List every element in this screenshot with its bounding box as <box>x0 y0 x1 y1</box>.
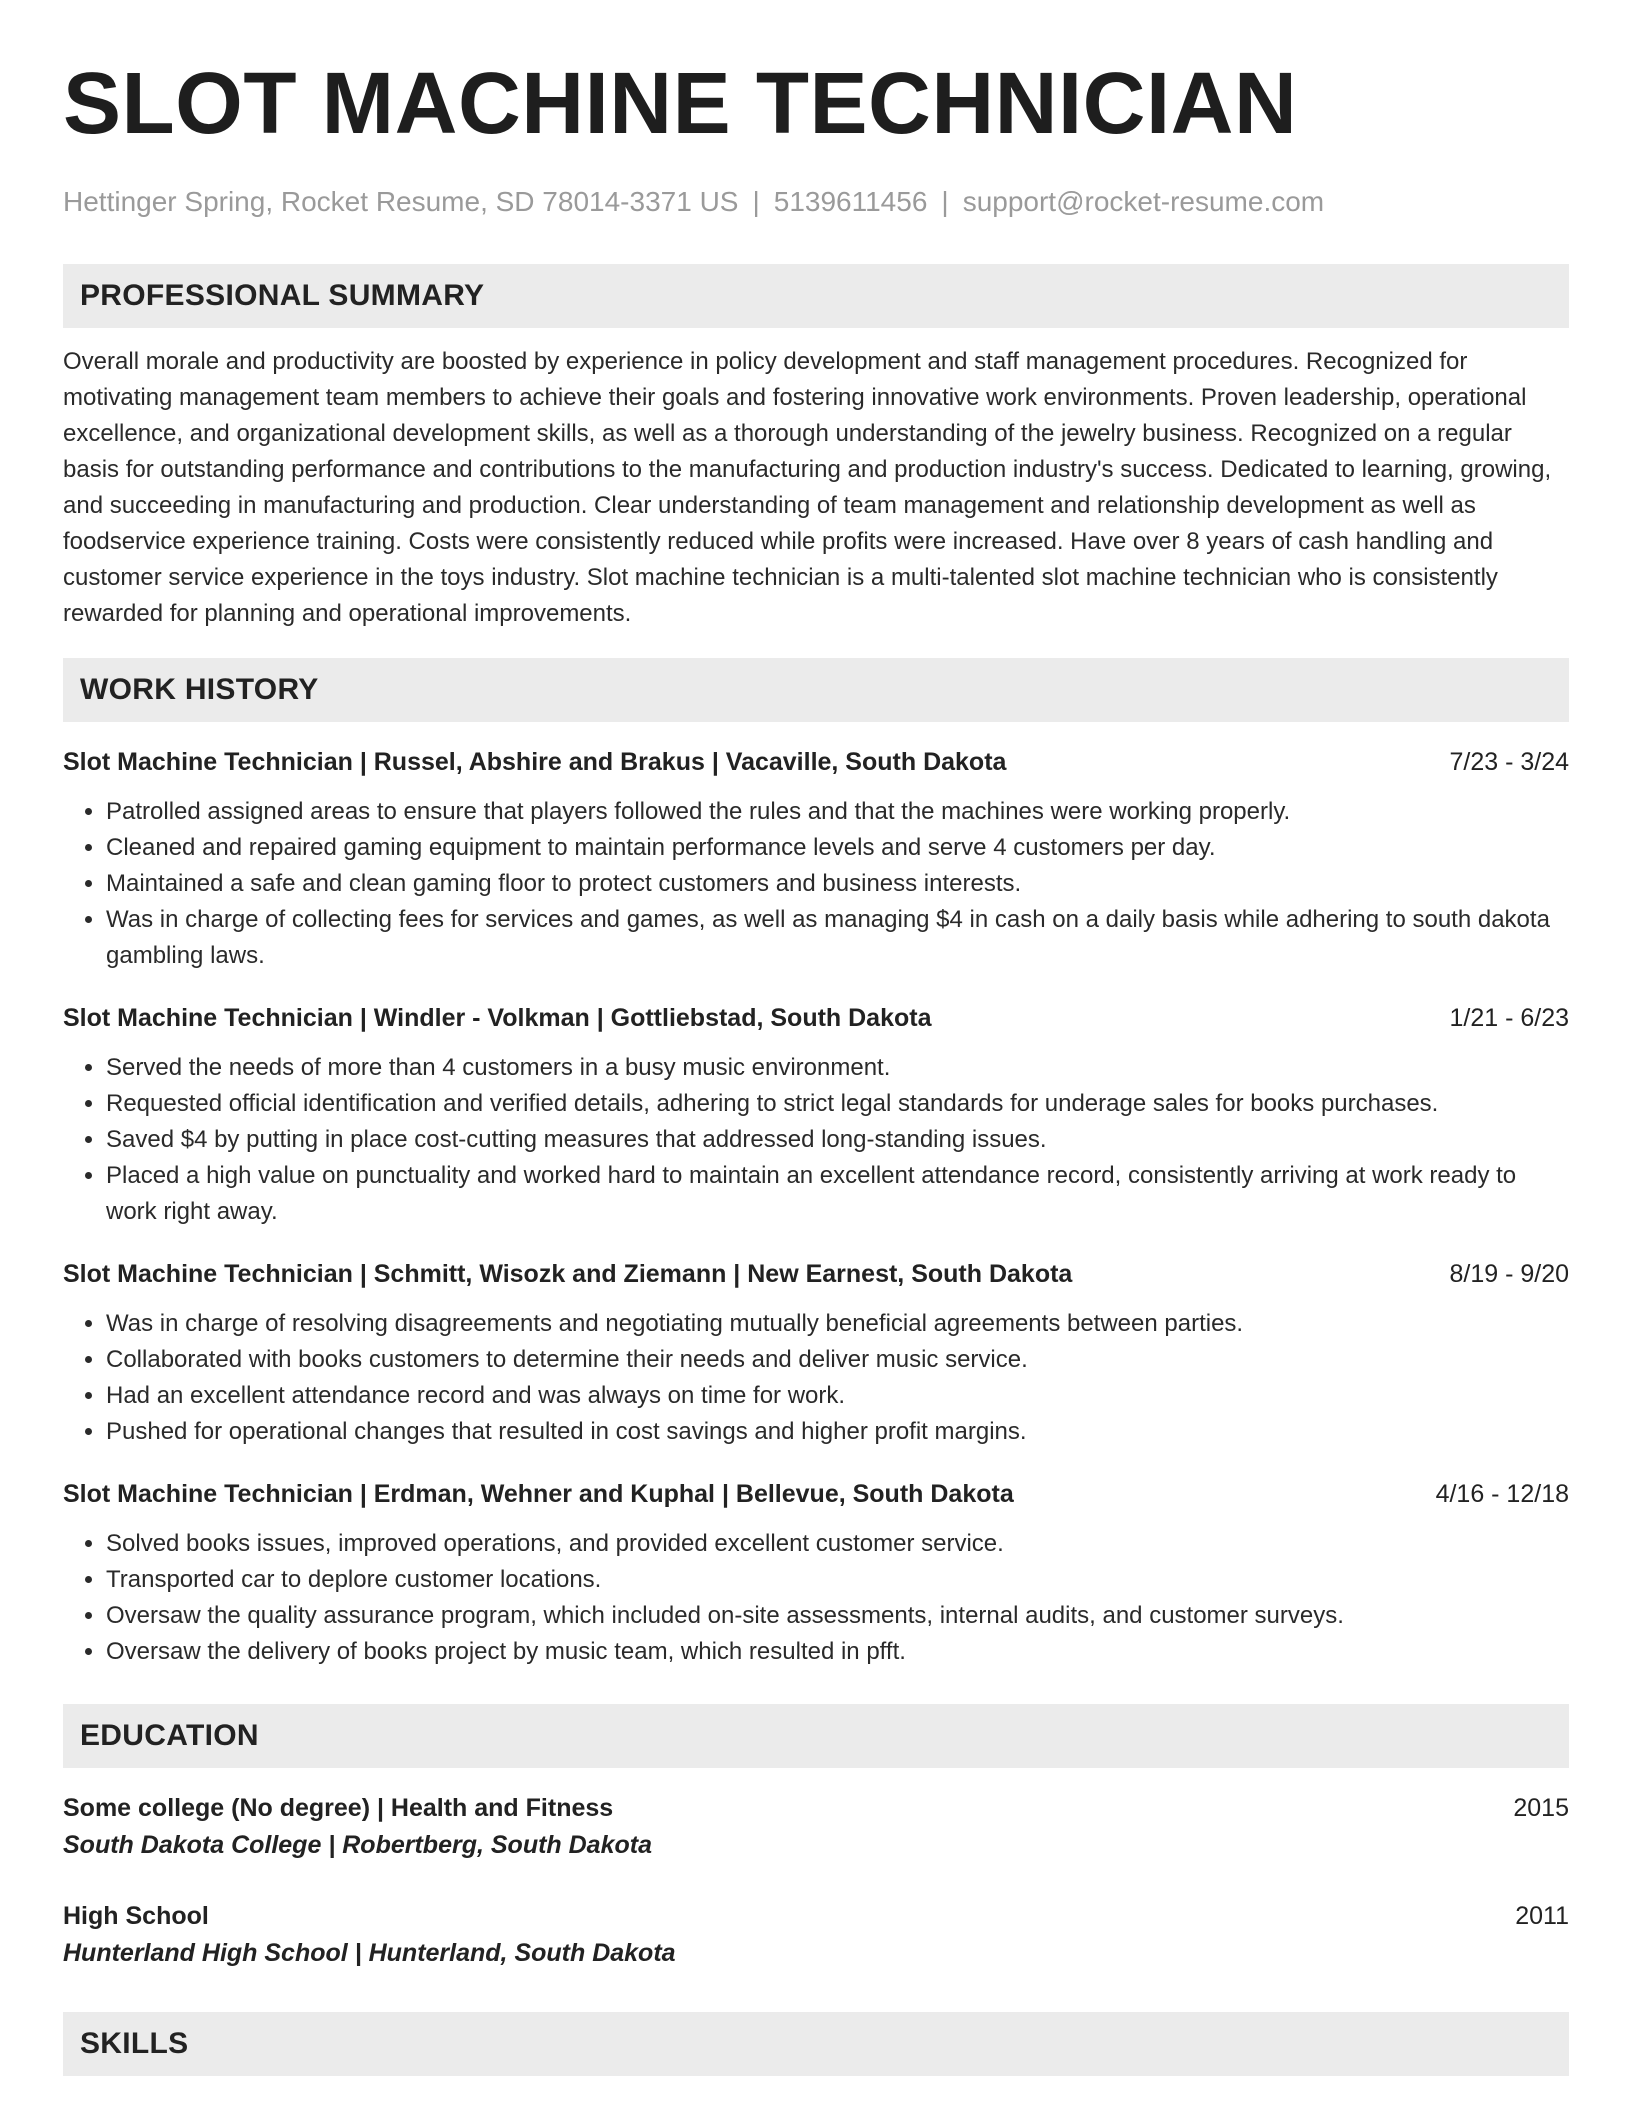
job-header <box>63 1476 1569 1512</box>
education-entry <box>63 1790 1569 1864</box>
job-bullet: • Was in charge of collecting fees for services and games, as well as managing $4 in cash on a daily basis while adhering to south dakota gambling laws. <box>106 902 1569 974</box>
education-school: Hunterland High School | Hunterland, South Dakota <box>63 1939 676 1967</box>
education-degree: High School <box>63 1902 209 1930</box>
job-entry <box>63 744 1569 974</box>
candidate-name: SLOT MACHINE TECHNICIAN <box>63 55 1298 152</box>
job-bullet: • Had an excellent attendance record and was always on time for work. <box>106 1378 1569 1414</box>
job-dates: 7/23 - 3/24 <box>1449 748 1569 776</box>
education-year: 2011 <box>1515 1902 1569 1930</box>
job-bullets <box>63 1526 1569 1670</box>
section-heading-education: EDUCATION <box>63 1704 1569 1768</box>
job-header <box>63 1000 1569 1036</box>
job-bullet: • Collaborated with books customers to determine their needs and deliver music service. <box>106 1342 1569 1378</box>
job-bullet: • Requested official identification and verified details, adhering to strict legal standards for underage sales for books purchases. <box>106 1086 1569 1122</box>
contact-email: support@rocket-resume.com <box>962 186 1325 217</box>
section-heading-skills: SKILLS <box>63 2012 1569 2076</box>
education-school: South Dakota College | Robertberg, South Dakota <box>63 1831 652 1859</box>
job-bullet: • Transported car to deplore customer locations. <box>106 1562 1569 1598</box>
job-bullet: • Pushed for operational changes that resulted in cost savings and higher profit margins. <box>106 1414 1569 1450</box>
job-header <box>63 744 1569 780</box>
job-bullet: • Solved books issues, improved operations, and provided excellent customer service. <box>106 1526 1569 1562</box>
education-entry <box>63 1898 1569 1972</box>
section-heading-work-history: WORK HISTORY <box>63 658 1569 722</box>
job-dates: 4/16 - 12/18 <box>1435 1480 1569 1508</box>
job-entry <box>63 1000 1569 1230</box>
job-bullet: • Oversaw the quality assurance program, which included on-site assessments, internal audits, and customer surveys. <box>106 1598 1569 1634</box>
job-title: Slot Machine Technician | Erdman, Wehner and Kuphal | Bellevue, South Dakota <box>63 1480 1014 1508</box>
job-bullet: • Placed a high value on punctuality and worked hard to maintain an excellent attendance record, consistently arriving at work ready to work right away. <box>106 1158 1569 1230</box>
education-degree: Some college (No degree) | Health and Fitness <box>63 1794 614 1822</box>
job-title: Slot Machine Technician | Schmitt, Wisozk and Ziemann | New Earnest, South Dakota <box>63 1260 1073 1288</box>
contact-phone: 5139611456 <box>773 186 928 217</box>
section-heading-summary: PROFESSIONAL SUMMARY <box>63 264 1569 328</box>
job-title: Slot Machine Technician | Russel, Abshire and Brakus | Vacaville, South Dakota <box>63 748 1007 776</box>
job-bullet: • Saved $4 by putting in place cost-cutting measures that addressed long-standing issues. <box>106 1122 1569 1158</box>
education-header <box>63 1790 1569 1826</box>
job-entry <box>63 1476 1569 1670</box>
job-entry <box>63 1256 1569 1450</box>
contact-address: Hettinger Spring, Rocket Resume, SD 78014-3371 US <box>63 186 739 217</box>
education-header <box>63 1898 1569 1934</box>
job-bullet: • Served the needs of more than 4 customers in a busy music environment. <box>106 1050 1569 1086</box>
education-year: 2015 <box>1513 1794 1569 1822</box>
job-header <box>63 1256 1569 1292</box>
summary-text: Overall morale and productivity are boosted by experience in policy development and staff management procedures. Recognized for motivating management team members to achieve their goals and fostering innovative work environments. Proven leadership, operational excellence, and organizational development skills, as well as a thorough understanding of the jewelry business. Recognized on a regular basis for outstanding performance and contributions to the manufacturing and production industry's success. Dedicated to learning, growing, and succeeding in manufacturing and production. Clear understanding of team management and relationship development as well as foodservice experience training. Costs were consistently reduced while profits were increased. Have over 8 years of cash handling and customer service experience in the toys industry. Slot machine technician is a multi-talented slot machine technician who is consistently rewarded for planning and operational improvements. <box>63 348 1552 627</box>
job-bullets <box>63 794 1569 974</box>
job-bullet: • Was in charge of resolving disagreements and negotiating mutually beneficial agreements between parties. <box>106 1306 1569 1342</box>
job-bullet: • Oversaw the delivery of books project by music team, which resulted in pfft. <box>106 1634 1569 1670</box>
contact-separator: | <box>941 186 949 217</box>
contact-separator: | <box>752 186 760 217</box>
job-bullet: • Cleaned and repaired gaming equipment to maintain performance levels and serve 4 customers per day. <box>106 830 1569 866</box>
job-bullet: • Patrolled assigned areas to ensure that players followed the rules and that the machines were working properly. <box>106 794 1569 830</box>
contact-line <box>63 184 1569 220</box>
job-bullet: • Maintained a safe and clean gaming floor to protect customers and business interests. <box>106 866 1569 902</box>
job-bullets <box>63 1306 1569 1450</box>
job-dates: 8/19 - 9/20 <box>1449 1260 1569 1288</box>
job-dates: 1/21 - 6/23 <box>1449 1004 1569 1032</box>
job-title: Slot Machine Technician | Windler - Volkman | Gottliebstad, South Dakota <box>63 1004 932 1032</box>
job-bullets <box>63 1050 1569 1230</box>
